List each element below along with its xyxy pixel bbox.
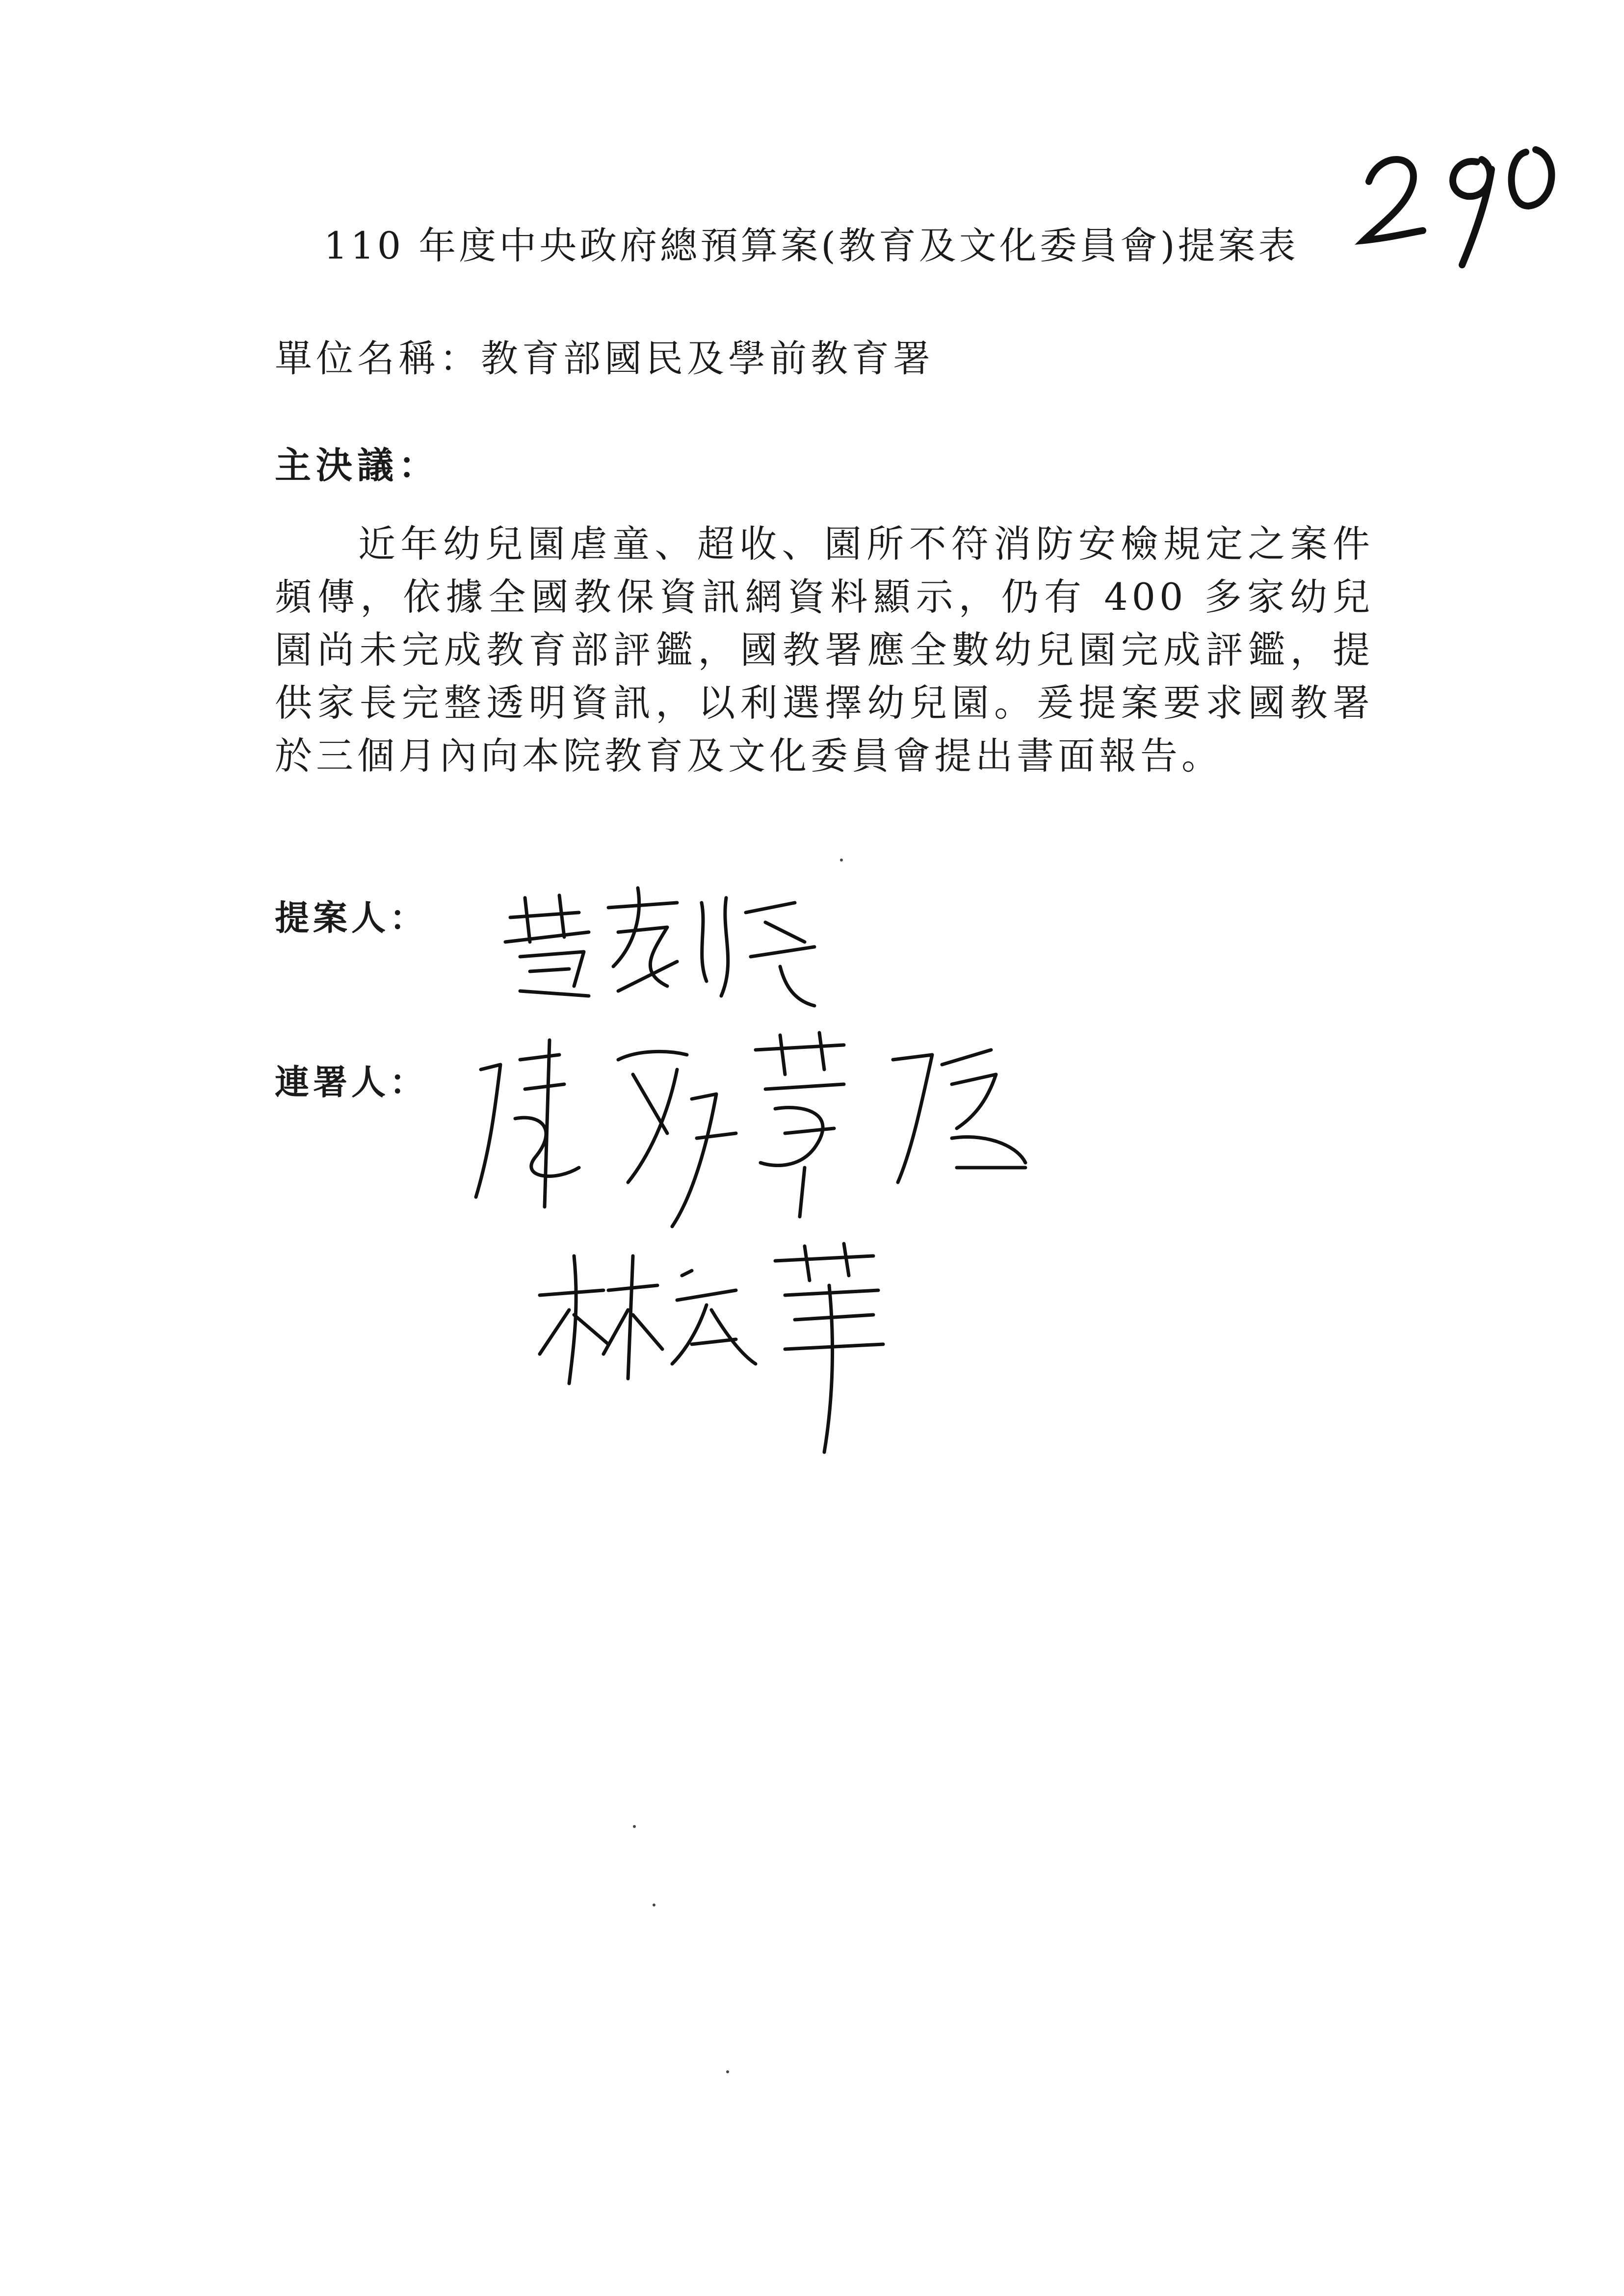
proposer-signature [491,873,834,1020]
cosigner-label: 連署人： [275,1062,428,1102]
scan-speck [726,2070,729,2073]
scan-speck [633,1825,636,1828]
resolution-heading: 主決議： [275,444,440,487]
document-title: 110 年度中央政府總預算案(教育及文化委員會)提案表 [324,224,1299,267]
scan-speck [653,1904,655,1906]
handwritten-page-number [1349,123,1570,270]
cosigner-signature-2 [530,1236,903,1462]
cosigner-signature-1 [461,1020,1050,1256]
unit-label: 單位名稱： [275,337,481,380]
scan-speck [840,859,843,861]
unit-line [275,329,934,382]
resolution-body: 近年幼兒園虐童、超收、園所不符消防安檢規定之案件頻傳，依據全國教保資訊網資料顯示，仍有 400 多家幼兒園尚未完成教育部評鑑，國教署應全數幼兒園完成評鑑，提供家長完整透明資訊，以利選擇幼兒園。爰提案要求國教署於三個月內向本院教育及文化委員會提出書面報告。 [275,522,1374,778]
unit-name: 教育部國民及學前教育署 [481,337,934,380]
proposer-label: 提案人： [275,898,428,938]
